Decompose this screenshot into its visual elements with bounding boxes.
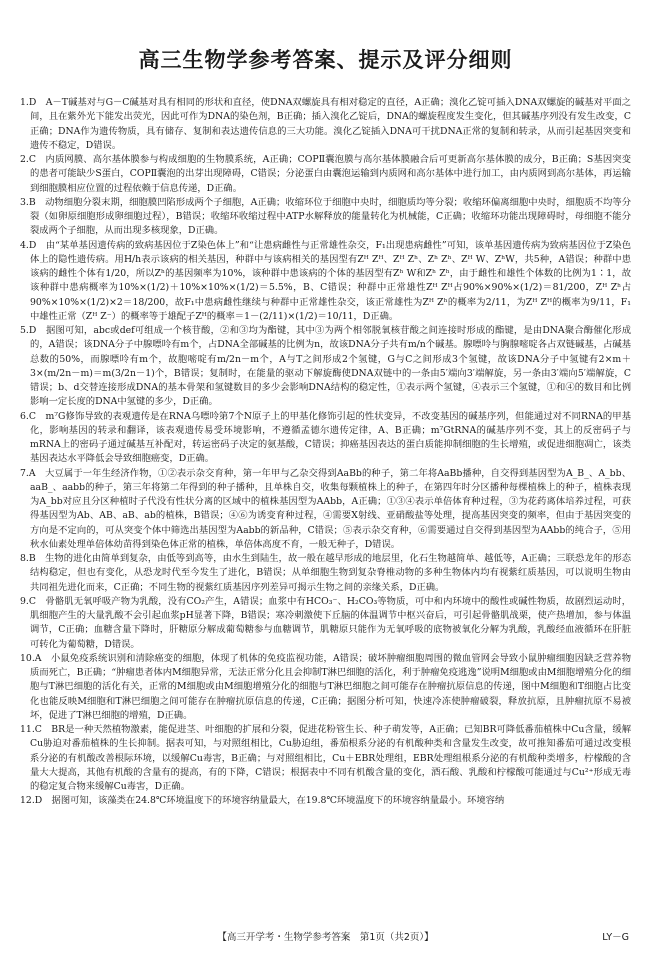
- answer-item-5: 5.D 据图可知，abc或def可组成一个核苷酸，②和③均为酯键，其中③为两个相邻脱氧核苷酸之间连接时形成的酯键，是由DNA聚合酶催化形成的，A错误；该DNA分子中腺嘌呤有m个，占DNA全部碱基的比例为n，故该DNA分子共有m/n个碱基。腺嘌呤与胸腺嘧啶各占双链碱基，占碱基总数的50%，而腺嘌呤有m个，故胞嘧啶有m/2n－m个，A与T之间形成2个氢键，G与C之间形成3个氢键，故该DNA分子中氢键有2×m＋3×(m/2n－m)＝m(3/2n－1)个，B错误；复制时，在能量的驱动下解旋酶使DNA双链中的一条由5′端向3′端解旋，另一条由3′端向5′端解旋，C错误；b、d交替连接形成DNA的基本骨架和氢键数目的多少会影响DNA结构的稳定性，①表示两个氢键，④表示三个氢键，①和④的数目和比例影响一定长度的DNA中氢键的多少，D正确。: [20, 325, 631, 408]
- answer-item-11: 11.C BR是一种天然植物激素，能促进茎、叶细胞的扩展和分裂，促进花粉管生长、种子萌发等，A正确；已知BR可降低番茄植株中Cu含量，缓解Cu胁迫对番茄植株的生长抑制。据表可知，与对照组相比，Cu胁迫组，番茄根系分泌的有机酸种类和含量发生改变，故可推知番茄可通过改变根系分泌的有机酸改善根际环境，以缓解Cu毒害，B正确；与对照组相比，Cu＋EBR处理组，EBR处理组根系分泌的有机酸种类增多，柠檬酸的含量大大提高，其他有机酸的含量有的提高，有的下降，C错误；根据表中不同有机酸含量的变化，酒石酸、乳酸和柠檬酸可能通过与Cu²⁺形成无毒的稳定复合物来缓解Cu毒害，D正确。: [20, 724, 631, 792]
- answer-item-6: 6.C m⁷G修饰导致的表观遗传是在RNA乌嘌呤第7个N原子上的甲基化修饰引起的性状变异，不改变基因的碱基序列，但能通过对不同RNA的甲基化，影响基因的转录和翻译，该表观遗传易受环境影响，不遵循孟德尔遗传定律，A、B正确；m⁷GtRNA的碱基序列不变，其上的反密码子与mRNA上的密码子通过碱基互补配对，转运密码子决定的氨基酸，C错误；抑癌基因表达的蛋白质能抑制细胞的生长增殖，或促进细胞凋亡，该类基因表达水平降低会导致细胞癌变，D正确。: [20, 410, 631, 465]
- answer-item-7: 7.A 大豆属于一年生经济作物，①②表示杂交育种，第一年甲与乙杂交得到AaBb的种子，第二年将AaBb播种，自交得到基因型为A_B_、A_bb、aaB_、aabb的种子，第三年将第二年得到的种子播种，且单株自交，收集每颗植株上的种子，在第四年时分区播种每棵植株上的种子，植株表现为A_bb对应且分区种植时子代没有性状分离的区域中的植株基因型为AAbb，A正确；①③④表示单倍体育种过程，③为花药离体培养过程，可获得基因型为Ab、AB、aB、ab的植株，B错误；④⑥为诱变育种过程，④需要X射线、亚硝酸盐等处理，提高基因突变的频率，但由于基因突变的方向是不定向的，可从突变个体中筛选出基因型为Aabb的新品种，C错误；⑤表示杂交育种，⑥需要通过自交得到基因型为AAbb的纯合子，⑤用秋水仙素处理单倍体幼苗得到染色体正常的植株，单倍体高度不育，一般无种子，D错误。: [20, 467, 631, 550]
- answer-item-3: 3.B 动物细胞分裂末期，细胞膜凹陷形成两个子细胞，A正确；收缩环位于细胞中央时，细胞质均等分裂；收缩环偏离细胞中央时，细胞质不均等分裂（如卵原细胞形成卵细胞过程），B错误；收缩环收缩过程中ATP水解释放的能量转化为机械能，C正确；收缩环功能出现障碍时，母细胞不能分裂成两个子细胞，从而出现多核现象，D正确。: [20, 196, 631, 237]
- answer-item-4: 4.D 由“某单基因遗传病的致病基因位于Z染色体上”和“让患病雌性与正常雄性杂交，F₁出现患病雌性”可知，该单基因遗传病为致病基因位于Z染色体上的隐性遗传病。用H/h表示该病的相关基因，种群中与该病相关的基因型有Zᴴ Zᴴ、Zᴴ Zʰ、Zʰ Zʰ、Zᴴ W、ZʰW，共5种，A错误；种群中患该病的雌性个体有1/20，所以Zʰ的基因频率为10%，该种群中患该病的个体的基因型有Zʰ W和Zʰ Zʰ，由于雌性和雄性个体数的比例为1∶1，故该种群中患病概率为10%×(1/2)＋10%×10%×(1/2)＝5.5%，B、C错误；种群中正常雄性Zᴴ Zᴴ占90%×90%×(1/2)＝81/200，Zᴴ Zʰ占90%×10%×(1/2)×2＝18/200，故F₁中患病雌性继续与种群中正常雄性杂交，该正常雄性为Zᴴ Zʰ的概率为2/11，为Zᴴ Zᴴ的概率为9/11，F₁中雄性正常（Zᴴ Z⁻）的概率等于雄配子Zᴴ的概率＝1－(2/11)×(1/2)＝10/11，D正确。: [20, 239, 631, 322]
- answer-item-9: 9.C 骨骼肌无氧呼吸产物为乳酸，没有CO₂产生，A错误；血浆中有HCO₃⁻、H₂CO₃等物质，可中和内环境中的酸性或碱性物质，故剧烈运动时，肌细胞产生的大量乳酸不会引起血浆pH显著下降，B错误；寒冷刺激使下丘脑的体温调节中枢兴奋后，可引起骨骼肌战栗，使产热增加，参与体温调节，C正确；血糖含量下降时，肝糖原分解成葡萄糖参与血糖调节，肌糖原只能作为无氧呼吸的底物被氧化分解为乳酸，乳酸经血液循环在肝脏可转化为葡萄糖，D错误。: [20, 595, 631, 650]
- footer-label: 【高三开学考・生物学参考答案 第1页（共2页）】: [217, 932, 434, 943]
- answer-item-12: 12.D 据图可知，该藻类在24.8℃环境温度下的环境容纳量最大，在19.8℃环境温度下的环境容纳量最小。环境容纳: [20, 795, 505, 807]
- footer-code: LY－G: [602, 932, 629, 943]
- answer-item-8: 8.B 生物的进化由简单到复杂，由低等到高等，由水生到陆生，故一般在越早形成的地层里，化石生物越简单、越低等，A正确；三联恐龙年的形态结构稳定，但也有变化，从恐龙时代至今发生了进化，B错误；从单细胞生物到复杂脊椎动物的多种生物体内均有视紫红质基因，可以说明生物由共同祖先进化而来，C正确；不同生物的视紫红质基因序列差异可揭示生物之间的亲缘关系，D正确。: [20, 553, 631, 593]
- page-title: 高三生物学参考答案、提示及评分细则: [138, 48, 513, 72]
- answer-list: [20, 96, 631, 809]
- answer-item-10: 10.A 小鼠免疫系统识别和清除癌变的细胞，体现了机体的免疫监视功能，A错误；破坏肿瘤细胞周围的微血管网会导致小鼠肿瘤细胞因缺乏营养物质而死亡，B正确；“肿瘤患者体内M细胞异常，无法正常分化且会抑制T淋巴细胞的活化，利于肿瘤免疫逃逸”说明M细胞或由M细胞增殖分化的细胞与T淋巴细胞的活化有关，正常的M细胞或由M细胞增殖分化的细胞与T淋巴细胞之间可能存在肿瘤抗原信息的传递，图中M细胞和T细胞占比变化也能反映M细胞和T淋巴细胞之间可能存在肿瘤抗原信息的传递，C正确；据图分析可知，快速冷冻使肿瘤破裂，释放抗原，且肿瘤抗原不易被坏，促进了T淋巴细胞的增殖，D正确。: [20, 652, 631, 721]
- answer-item-1: 1.D A－T碱基对与G－C碱基对具有相同的形状和直径，使DNA双螺旋具有相对稳定的直径，A正确；溴化乙锭可插入DNA双螺旋的碱基对平面之间，且在紫外光下能发出荧光，因此可作为DNA的染色剂，B正确；插入溴化乙锭后，DNA的螺旋程度发生变化，但其碱基序列没有发生改变，C正确；DNA作为遗传物质，具有储存、复制和表达遗传信息的三大功能。溴化乙锭插入DNA可干扰DNA正常的复制和转录，从而引起基因突变和遗传不稳定，D错误。: [20, 97, 631, 151]
- answer-item-2: 2.C 内质网膜、高尔基体膜参与构成细胞的生物膜系统，A正确；COPⅡ囊泡膜与高尔基体膜融合后可更新高尔基体膜的成分，B正确；S基因突变的患者可能缺少S蛋白，COPⅡ囊泡的出芽出现障碍，C错误；分泌蛋白由囊泡运输到内质网和高尔基体中进行加工，由内质网到高尔基体，再运输到细胞膜相应位置的过程依赖于信息传递，D正确。: [20, 154, 631, 194]
